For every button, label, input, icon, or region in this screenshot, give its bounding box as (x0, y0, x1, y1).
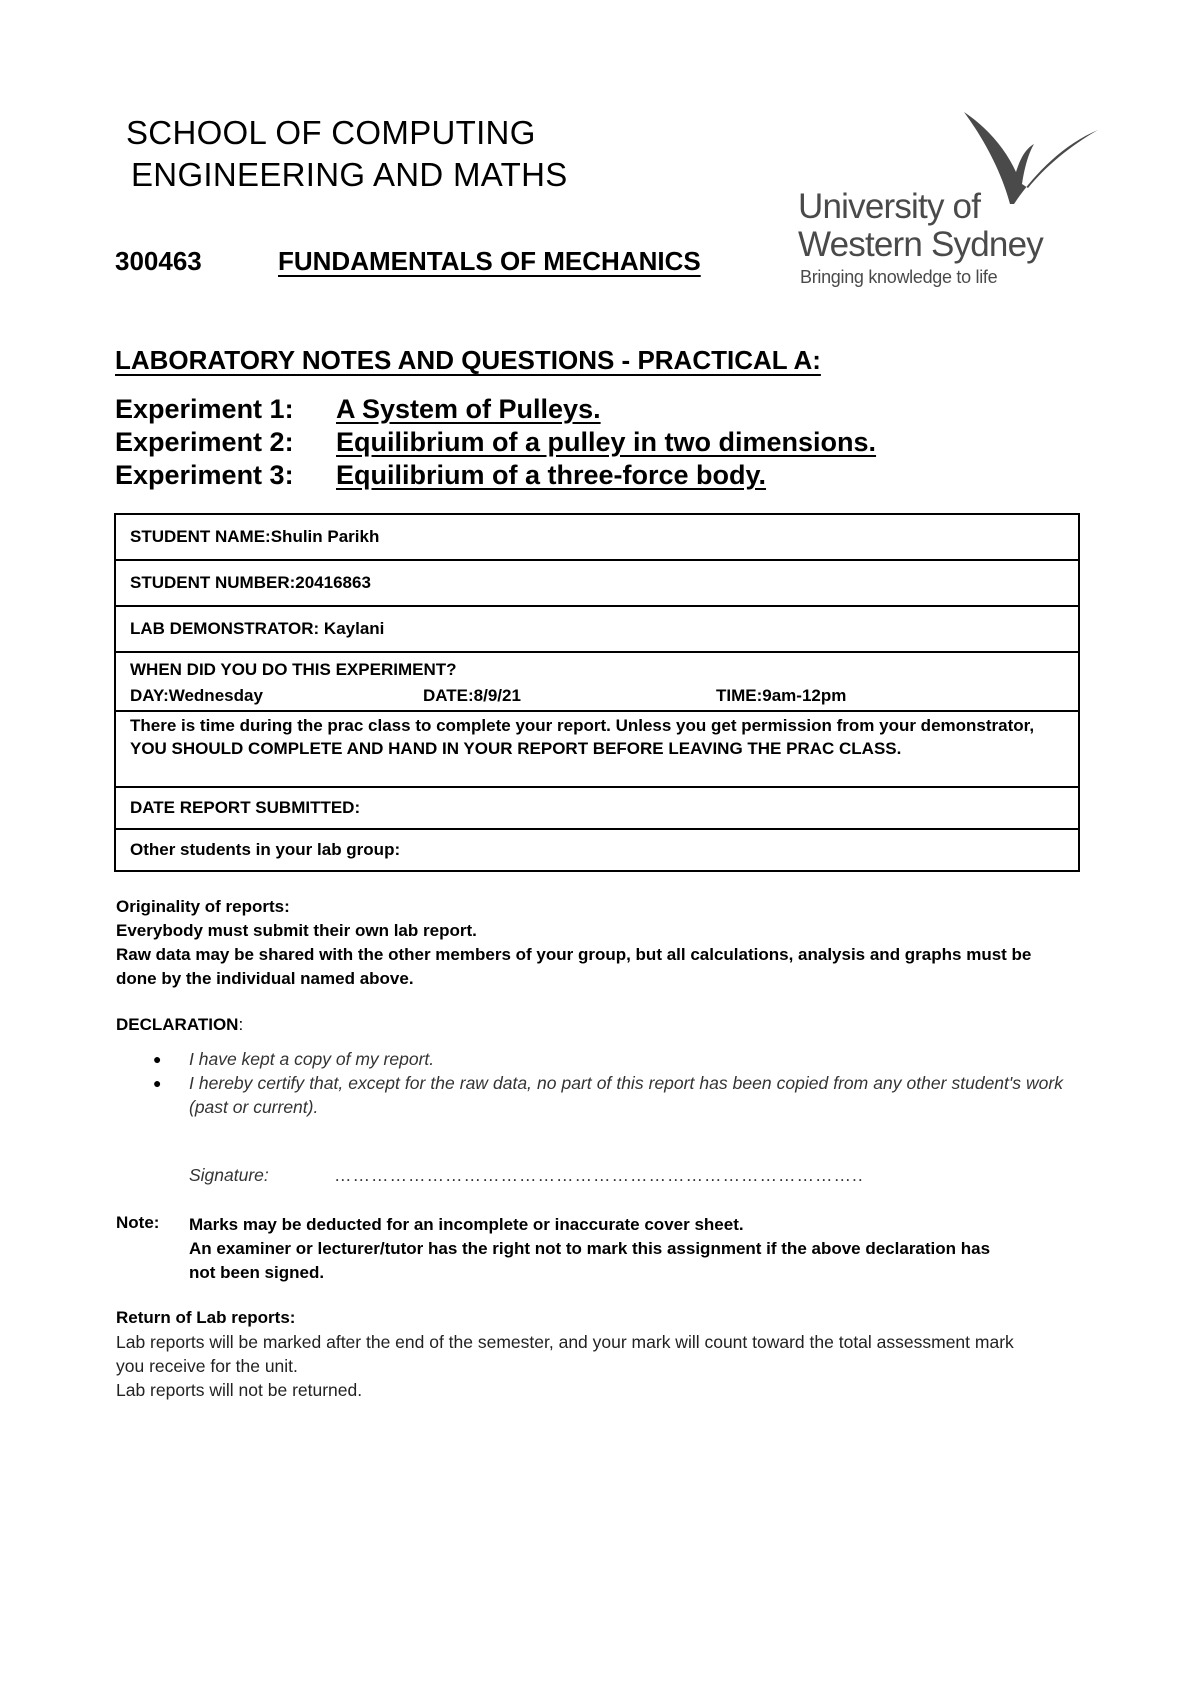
student-number-field[interactable]: STUDENT NUMBER:20416863 (116, 561, 1078, 607)
experiment-title: Equilibrium of a pulley in two dimensions. (336, 427, 877, 457)
completion-note: There is time during the prac class to complete your report. Unless you get permission from your demonstrator, YOU SHOULD COMPLETE AND HAND IN YOUR REPORT BEFORE LEAVING THE PRAC CLASS. (116, 712, 1078, 788)
day-field[interactable]: DAY:Wednesday (130, 686, 263, 705)
declaration-item-text: I hereby certify that, except for the raw data, no part of this report has been copied from any other student's work (past or current). (189, 1073, 1063, 1117)
experiment-label: Experiment 3: (115, 460, 294, 490)
university-name-line1: University of (798, 187, 981, 226)
course-code: 300463 (115, 246, 202, 276)
experiment-title: A System of Pulleys. (336, 394, 601, 424)
originality-section (116, 895, 1076, 991)
date-submitted-field[interactable]: DATE REPORT SUBMITTED: (116, 788, 1078, 830)
date-field[interactable]: DATE:8/9/21 (423, 686, 521, 705)
student-name-field[interactable]: STUDENT NAME:Shulin Parikh (116, 515, 1078, 561)
school-title-line2: ENGINEERING AND MATHS (131, 156, 568, 193)
experiment-title: Equilibrium of a three-force body. (336, 460, 767, 490)
declaration-colon: : (238, 1015, 244, 1034)
experiment-label: Experiment 1: (115, 394, 294, 424)
declaration-item (153, 1071, 1063, 1119)
return-reports-line2: Lab reports will not be returned. (116, 1380, 363, 1400)
return-reports-text (116, 1330, 1016, 1402)
lab-heading: LABORATORY NOTES AND QUESTIONS - PRACTICAL A: (115, 345, 821, 375)
experiment-row (115, 426, 876, 459)
course-line (115, 246, 701, 277)
declaration-heading-text: DECLARATION (116, 1015, 239, 1034)
course-title: FUNDAMENTALS OF MECHANICS (278, 246, 701, 276)
student-info-table (114, 513, 1080, 872)
signature-label: Signature: (189, 1165, 269, 1185)
experiment-label: Experiment 2: (115, 427, 294, 457)
other-students-field[interactable]: Other students in your lab group: (130, 840, 401, 859)
declaration-item (153, 1047, 1063, 1071)
university-name (798, 188, 1043, 264)
university-name-line2: Western Sydney (798, 225, 1043, 264)
declaration-item-text: I have kept a copy of my report. (189, 1049, 435, 1069)
declaration-list (153, 1047, 1063, 1119)
school-title (126, 112, 568, 196)
note-text (189, 1213, 1009, 1285)
note-line2: An examiner or lecturer/tutor has the right not to mark this assignment if the above declaration has not been signed. (189, 1239, 991, 1282)
note-line1: Marks may be deducted for an incomplete or inaccurate cover sheet. (189, 1215, 744, 1234)
declaration-heading (116, 1015, 243, 1035)
originality-line1: Everybody must submit their own lab report. (116, 921, 477, 940)
lab-demonstrator-field[interactable]: LAB DEMONSTRATOR: Kaylani (116, 607, 1078, 653)
experiment-row (115, 459, 876, 492)
experiment-when-question: WHEN DID YOU DO THIS EXPERIMENT? (130, 660, 457, 679)
signature-line (189, 1165, 864, 1186)
university-logo (798, 110, 1108, 295)
experiment-when-row (116, 653, 1078, 712)
originality-heading: Originality of reports: (116, 897, 290, 916)
originality-line2: Raw data may be shared with the other members of your group, but all calculations, analysis and graphs must be done by the individual named above. (116, 945, 1032, 988)
bullet-icon: ● (153, 1075, 162, 1091)
school-title-line1: SCHOOL OF COMPUTING (126, 114, 536, 151)
signature-field[interactable]: ………………………………………………………………………….. (334, 1165, 864, 1185)
bullet-icon: ● (153, 1051, 162, 1067)
note-label: Note: (116, 1213, 160, 1232)
return-reports-line1: Lab reports will be marked after the end of the semester, and your mark will count toward the total assessment mark you receive for the unit. (116, 1332, 1014, 1376)
experiment-when-values (130, 686, 1064, 706)
time-field[interactable]: TIME:9am-12pm (716, 686, 847, 705)
experiment-row (115, 393, 876, 426)
university-tagline: Bringing knowledge to life (800, 267, 998, 287)
experiments-list (115, 393, 876, 492)
return-reports-heading: Return of Lab reports: (116, 1308, 296, 1327)
